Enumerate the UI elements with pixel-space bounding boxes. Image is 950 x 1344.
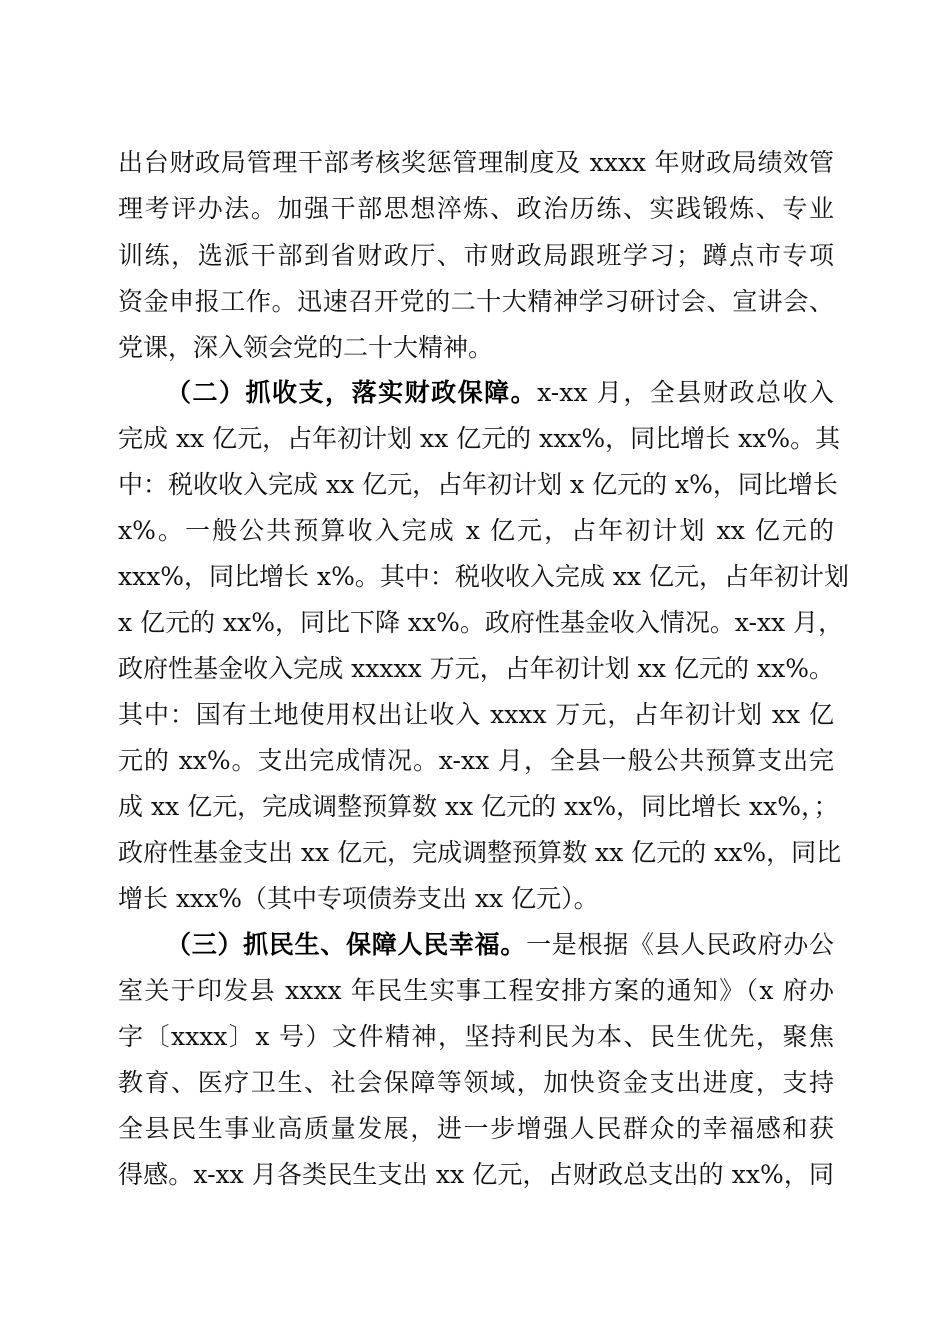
paragraph-2-line-2: 完成 xx 亿元，占年初计划 xx 亿元的 xxx%，同比增长 xx%。其 bbox=[118, 424, 841, 453]
paragraph-2-line-12: 增长 xxx%（其中专项债券支出 xx 亿元）。 bbox=[118, 884, 599, 913]
paragraph-2-line-6: x 亿元的 xx%，同比下降 xx%。政府性基金收入情况。x-xx 月， bbox=[118, 608, 844, 637]
paragraph-1-line-4: 资金申报工作。迅速召开党的二十大精神学习研讨会、宣讲会、 bbox=[118, 287, 834, 316]
paragraph-1-line-1: 出台财政局管理干部考核奖惩管理制度及 xxxx 年财政局绩效管 bbox=[118, 148, 834, 177]
paragraph-3-line-3: 字〔xxxx〕x 号）文件精神，坚持利民为本、民生优先，聚焦 bbox=[118, 1022, 834, 1051]
paragraph-2-line-3: 中：税收收入完成 xx 亿元，占年初计划 x 亿元的 x%，同比增长 bbox=[118, 470, 838, 499]
paragraph-1-line-5: 党课，深入领会党的二十大精神。 bbox=[118, 333, 494, 362]
paragraph-2-line-5: xxx%，同比增长 x%。其中：税收收入完成 xx 亿元，占年初计划 bbox=[118, 562, 849, 591]
paragraph-2-line-7: 政府性基金收入完成 xxxxx 万元，占年初计划 xx 亿元的 xx%。 bbox=[118, 654, 834, 683]
paragraph-3-line-1 bbox=[166, 925, 834, 965]
paragraph-3-line-5: 全县民生事业高质量发展，进一步增强人民群众的幸福感和获 bbox=[118, 1114, 834, 1143]
paragraph-2-line-10: 成 xx 亿元，完成调整预算数 xx 亿元的 xx%，同比增长 xx%，； bbox=[118, 792, 839, 821]
paragraph-2-line-9: 元的 xx%。支出完成情况。x-xx 月，全县一般公共预算支出完 bbox=[118, 746, 834, 775]
paragraph-2-line-1 bbox=[166, 373, 834, 413]
paragraph-2-line-1-text: x-xx 月，全县财政总收入 bbox=[537, 378, 834, 407]
paragraph-2-line-4: x%。一般公共预算收入完成 x 亿元，占年初计划 xx 亿元的 bbox=[118, 516, 834, 545]
paragraph-1-line-2: 理考评办法。加强干部思想淬炼、政治历练、实践锻炼、专业 bbox=[118, 194, 834, 223]
section-heading-3: （三）抓民生、保障人民幸福。 bbox=[166, 930, 527, 959]
paragraph-3-line-1-text: 一是根据《县人民政府办公 bbox=[526, 930, 834, 959]
paragraph-3-line-2: 室关于印发县 xxxx 年民生实事工程安排方案的通知》（x 府办 bbox=[118, 976, 834, 1005]
paragraph-1-line-3: 训练，选派干部到省财政厅、市财政局跟班学习；蹲点市专项 bbox=[118, 241, 834, 270]
paragraph-2-line-8: 其中：国有土地使用权出让收入 xxxx 万元，占年初计划 xx 亿 bbox=[118, 700, 834, 729]
paragraph-3-line-4: 教育、医疗卫生、社会保障等领域，加快资金支出进度，支持 bbox=[118, 1068, 834, 1097]
paragraph-2-line-11: 政府性基金支出 xx 亿元，完成调整预算数 xx 亿元的 xx%，同比 bbox=[118, 838, 842, 867]
paragraph-3-line-6: 得感。x-xx 月各类民生支出 xx 亿元，占财政总支出的 xx%，同 bbox=[118, 1160, 834, 1189]
section-heading-2: （二）抓收支，落实财政保障。 bbox=[166, 378, 538, 407]
